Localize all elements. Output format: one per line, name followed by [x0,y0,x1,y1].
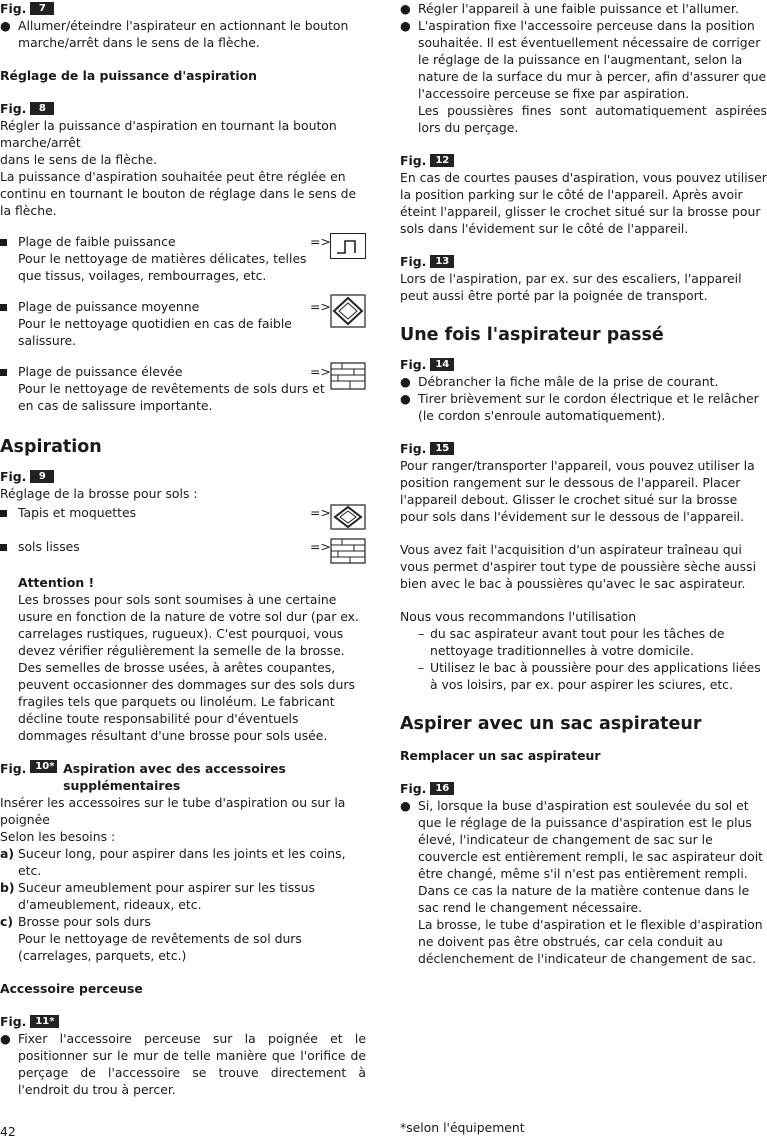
item-letter: b) [0,880,15,895]
heading-aspiration: Aspiration [0,437,102,457]
figure-badge: 10* [30,760,57,773]
power-level-low [0,233,366,284]
heading-drill: Accessoire perceuse [0,981,143,996]
fig-label: Fig. [400,357,427,372]
left-column [0,0,366,1098]
dash-mark: – [418,626,425,641]
dash-item [400,625,767,659]
fig-label: Fig. [0,469,27,484]
bullet-text: Débrancher la fiche mâle de la prise de courant. [418,374,719,389]
paragraph: Lors de l'aspiration, par ex. sur des escaliers, l'appareil peut aussi être porté par la poignée de transport. [400,271,742,303]
fig-label: Fig. [400,153,427,168]
bullet-item [400,797,767,967]
power-label: Plage de puissance moyenne [18,299,200,314]
bullet-text: Si, lorsque la buse d'aspiration est soulevée du sol et que le réglage de la puissance d'aspiration est le plus élevé, l'indicateur de changement de sac sur le couvercle est entièrement rempli, le sac aspirateur doit être changé, même s'il n'est pas entièrement rempli. Dans ce cas la nature de la matière contenue dans le sac rend le changement nécessaire. [418,798,764,915]
fig-label: Fig. [400,254,427,269]
bullet-text: L'aspiration fixe l'accessoire perceuse dans la position souhaitée. Il est éventuellement nécessaire de corriger le réglage de la puissance en l'augmentant, selon la nature de la surface du mur à percer, afin d'assurer que l'accessoire perceuse se fixe par aspiration. [418,18,767,101]
carpet-diamond-icon [330,298,366,324]
bullet-text: Fixer l'accessoire perceuse sur la poignée et le positionner sur le mur de telle manière que l'orifice de perçage de l'accessoire se trouve directement à l'endroit du trou à percer. [18,1031,366,1097]
hard-floor-icon [330,538,366,564]
arrow-text: => [310,505,331,520]
bullet-square-icon [0,233,18,250]
arrow-text: => [310,539,331,554]
accessory-item [0,913,366,964]
page-number: 42 [0,1124,16,1139]
fig-title: Aspiration avec des accessoires supplémentaires [63,761,286,793]
heading-power: Réglage de la puissance d'aspiration [0,68,257,83]
accessory-item [0,845,366,879]
item-text: Suceur ameublement pour aspirer sur les tissus d'ameublement, rideaux, etc. [18,880,315,912]
item-letter: a) [0,846,15,861]
power-desc: Pour le nettoyage de revêtements de sols durs et en cas de salissure importante. [18,381,325,413]
arrow-text: => [310,299,331,314]
hard-floor-icon [330,363,366,389]
figure-ref [400,780,767,797]
paragraph: Les brosses pour sols sont soumises à une certaine usure en fonction de la nature de votre sol dur (par ex. carrelages rustiques, rugueux). C'est pourquoi, vous devez vérifier régulièrement la semelle de la brosse. [18,592,359,658]
floor-setting-carpet [0,504,366,530]
paragraph: dans le sens de la flèche. [0,152,158,167]
power-label: Plage de puissance élevée [18,364,183,379]
figure-ref [0,100,366,117]
heading-bag: Aspirer avec un sac aspirateur [400,714,702,734]
paragraph: Nous vous recommandons l'utilisation [400,609,637,624]
figure-ref [0,0,366,17]
figure-ref [400,152,767,169]
power-level-medium [0,298,366,349]
figure-badge: 15 [430,442,454,455]
fig-label: Fig. [0,101,27,116]
power-level-high [0,363,366,414]
paragraph: Selon les besoins : [0,829,116,844]
figure-ref [400,356,767,373]
low-power-icon [330,233,366,259]
figure-ref [400,440,767,457]
bullet-text: Allumer/éteindre l'aspirateur en actionnant le bouton marche/arrêt dans le sens de la flèche. [18,18,349,50]
bullet-item [400,390,767,424]
figure-ref [0,1013,366,1030]
accessory-item [0,879,366,913]
paragraph: Vous avez fait l'acquisition d'un aspirateur traîneau qui vous permet d'aspirer tout type de poussière sèche aussi bien avec le bac à poussières qu'avec le sac aspirateur. [400,542,757,591]
bullet-text: La brosse, le tube d'aspiration et le flexible d'aspiration ne doivent pas être obstrués, car cela conduit au déclenchement de l'indicateur de changement de sac. [418,917,763,966]
bullet-text: Les poussières fines sont automatiquement aspirées lors du perçage. [418,103,767,135]
figure-badge: 12 [430,154,454,167]
paragraph: Réglage de la brosse pour sols : [0,486,198,501]
item-text: Suceur long, pour aspirer dans les joints et les coins, etc. [18,846,346,878]
bullet-item [400,0,767,17]
paragraph: La puissance d'aspiration souhaitée peut être réglée en continu en tournant le bouton de réglage dans le sens de la flèche. [0,169,357,218]
figure-badge: 13 [430,255,454,268]
item-text: Pour le nettoyage de revêtements de sol durs (carrelages, parquets, etc.) [18,931,302,963]
paragraph: Insérer les accessoires sur le tube d'aspiration ou sur la poignée [0,795,346,827]
bullet-square-icon [0,363,18,380]
power-desc: Pour le nettoyage quotidien en cas de faible salissure. [18,316,292,348]
bullet-text: Régler l'appareil à une faible puissance et l'allumer. [418,1,739,16]
bullet-dot-icon: ● [0,1031,11,1046]
arrow-text: => [310,364,331,379]
bullet-dot-icon: ● [400,391,411,406]
item-letter: c) [0,914,14,929]
fig-label: Fig. [0,1014,27,1029]
figure-badge: 7 [30,2,54,15]
bullet-item [400,17,767,136]
attention-block [0,574,366,744]
fig-label: Fig. [400,781,427,796]
dash-text: Utilisez le bac à poussière pour des applications liées à vos loisirs, par ex. pour aspirer les sciures, etc. [430,660,761,692]
fig-label: Fig. [400,441,427,456]
bullet-text: Tirer brièvement sur le cordon électrique et le relâcher (le cordon s'enroule automatiquement). [418,391,759,423]
bullet-dot-icon: ● [0,18,11,33]
figure-badge: 8 [30,102,54,115]
item-text: Brosse pour sols durs [18,914,151,929]
bullet-square-icon [0,504,18,521]
power-desc: Pour le nettoyage de matières délicates, telles que tissus, voilages, rembourrages, etc. [18,251,307,283]
fig-label: Fig. [0,761,27,776]
paragraph: Régler la puissance d'aspiration en tournant la bouton marche/arrêt [0,118,337,150]
dash-mark: – [418,660,425,675]
bullet-item [400,373,767,390]
heading-after: Une fois l'aspirateur passé [400,325,664,345]
floor-label: sols lisses [18,539,80,554]
carpet-diamond-icon [330,504,366,530]
attention-title: Attention ! [18,575,95,590]
figure-badge: 14 [430,358,454,371]
bullet-item [0,1030,366,1098]
bullet-item [0,17,366,51]
dash-item [400,659,767,693]
figure-badge: 11* [30,1015,59,1028]
heading-replace: Remplacer un sac aspirateur [400,748,601,763]
fig-label: Fig. [0,1,27,16]
arrow-text: => [310,234,331,249]
bullet-dot-icon: ● [400,18,411,33]
figure-ref [0,468,366,485]
bullet-dot-icon: ● [400,374,411,389]
dash-text: du sac aspirateur avant tout pour les tâches de nettoyage traditionnelles à votre domicile. [430,626,725,658]
floor-setting-smooth [0,538,366,564]
bullet-square-icon [0,298,18,315]
paragraph: En cas de courtes pauses d'aspiration, vous pouvez utiliser la position parking sur le côté de l'appareil. Après avoir éteint l'appareil, glisser le crochet situé sur la brosse pour sols dans l'évidement sur le côté de l'appareil. [400,170,767,236]
floor-label: Tapis et moquettes [18,505,137,520]
paragraph: Des semelles de brosse usées, à arêtes coupantes, peuvent occasionner des dommages sur des sols durs fragiles tels que parquets ou linoléum. Le fabricant décline toute responsabilité pour d'éventuels dommages résultant d'une brosse pour sols usée. [18,660,355,743]
paragraph: Pour ranger/transporter l'appareil, vous pouvez utiliser la position rangement sur le dessous de l'appareil. Placer l'appareil debout. Glisser le crochet situé sur la brosse pour sols dans l'évidement sur le dessous de l'appareil. [400,458,755,524]
figure-badge: 9 [30,470,54,483]
figure-ref [0,760,366,794]
right-column [400,0,767,967]
power-label: Plage de faible puissance [18,234,176,249]
bullet-dot-icon: ● [400,1,411,16]
footnote: *selon l'équipement [400,1120,525,1135]
bullet-square-icon [0,538,18,555]
bullet-dot-icon: ● [400,798,411,813]
figure-ref [400,253,767,270]
figure-badge: 16 [430,782,454,795]
